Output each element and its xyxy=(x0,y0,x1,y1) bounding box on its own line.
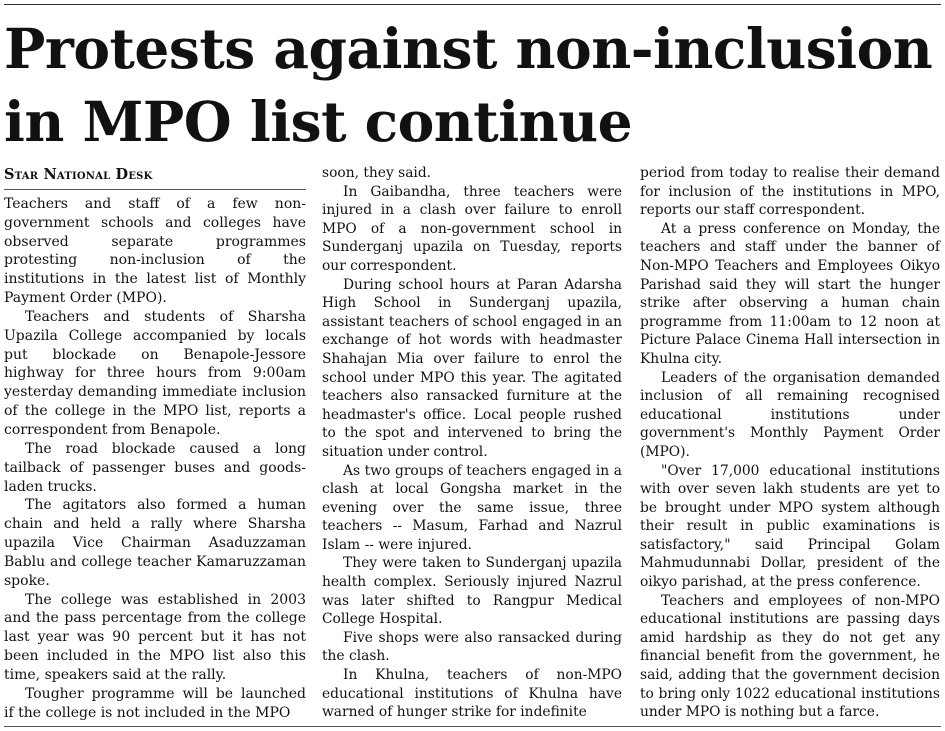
headline: Protests against non-inclusion in MPO list continue xyxy=(4,16,933,154)
paragraph: Teachers and students of Sharsha Upazila College accompanied by locals put blockade on Benapole-Jessore highway for three hours from 9:00am yesterday demanding immediate inclusion of the college in the MPO list, reports a correspondent from Benapole. xyxy=(4,308,306,438)
paragraph: In Gaibandha, three teachers were injured in a clash over failure to enroll MPO of a non-government school in Sunderganj upazila on Tuesday, reports our correspondent. xyxy=(322,183,622,274)
paragraph: During school hours at Paran Adarsha High School in Sunderganj upazila, assistant teachers of school engaged in an exchange of hot words with headmaster Shahajan Mia over failure to enrol the school under MPO this year. The agitated teachers also ransacked furniture at the headmaster's office. Local people rushed to the spot and intervened to bring the situation under control. xyxy=(322,276,622,460)
paragraph: The road blockade caused a long tailback of passenger buses and goods-laden trucks. xyxy=(4,440,306,495)
paragraph: At a press conference on Monday, the teachers and staff under the banner of Non-MPO Teachers and Employees Oikyo Parishad said they will start the hunger strike after observing a human chain programme from 11:00am to 12 noon at Picture Palace Cinema Hall intersection in Khulna city. xyxy=(640,220,940,367)
paragraph: Five shops were also ransacked during the clash. xyxy=(322,629,622,665)
paragraph: As two groups of teachers engaged in a clash at local Gongsha market in the evening over the same issue, three teachers -- Masum, Farhad and Nazrul Islam -- were injured. xyxy=(322,462,622,553)
paragraph: Teachers and employees of non-MPO educational institutions are passing days amid hardship as they do not get any financial benefit from the government, he said, adding that the government decision to bring only 1022 educational institutions under MPO is nothing but a farce. xyxy=(640,592,940,721)
bottom-rule xyxy=(4,726,941,727)
paragraph: Tougher programme will be launched if the college is not included in the MPO xyxy=(4,685,306,721)
byline-block xyxy=(4,164,306,190)
byline: Star National Desk xyxy=(4,166,306,190)
paragraph: In Khulna, teachers of non-MPO educational institutions of Khulna have warned of hunger strike for indefinite xyxy=(322,667,622,721)
column-1 xyxy=(4,164,306,722)
paragraph: period from today to realise their demand for inclusion of the institutions in MPO, reports our staff correspondent. xyxy=(640,165,940,219)
paragraph: Leaders of the organisation demanded inclusion of all remaining recognised educational institutions under government's Monthly Payment Order (MPO). xyxy=(640,369,940,460)
paragraph: They were taken to Sunderganj upazila health complex. Seriously injured Nazrul was later shifted to Rangpur Medical College Hospital. xyxy=(322,555,622,628)
paragraph: The agitators also formed a human chain and held a rally where Sharsha upazila Vice Chairman Asaduzzaman Bablu and college teacher Kamaruzzaman spoke. xyxy=(4,497,306,589)
column-3 xyxy=(640,164,940,722)
paragraph: soon, they said. xyxy=(322,165,432,181)
paragraph: The college was established in 2003 and the pass percentage from the college last year was 90 percent but it has not been included in the MPO list also this time, speakers said at the rally. xyxy=(4,591,306,683)
top-rule xyxy=(4,4,941,5)
paragraph: "Over 17,000 educational institutions with over seven lakh students are yet to be brought under MPO system although their result in public examinations is satisfactory," said Principal Golam Mahmudunnabi Dollar, president of the oikyo parishad, at the press conference. xyxy=(640,462,940,591)
column-2 xyxy=(322,164,622,722)
paragraph: Teachers and staff of a few non-government schools and colleges have observed separate programmes protesting non-inclusion of the institutions in the latest list of Monthly Payment Order (MPO). xyxy=(4,195,306,307)
